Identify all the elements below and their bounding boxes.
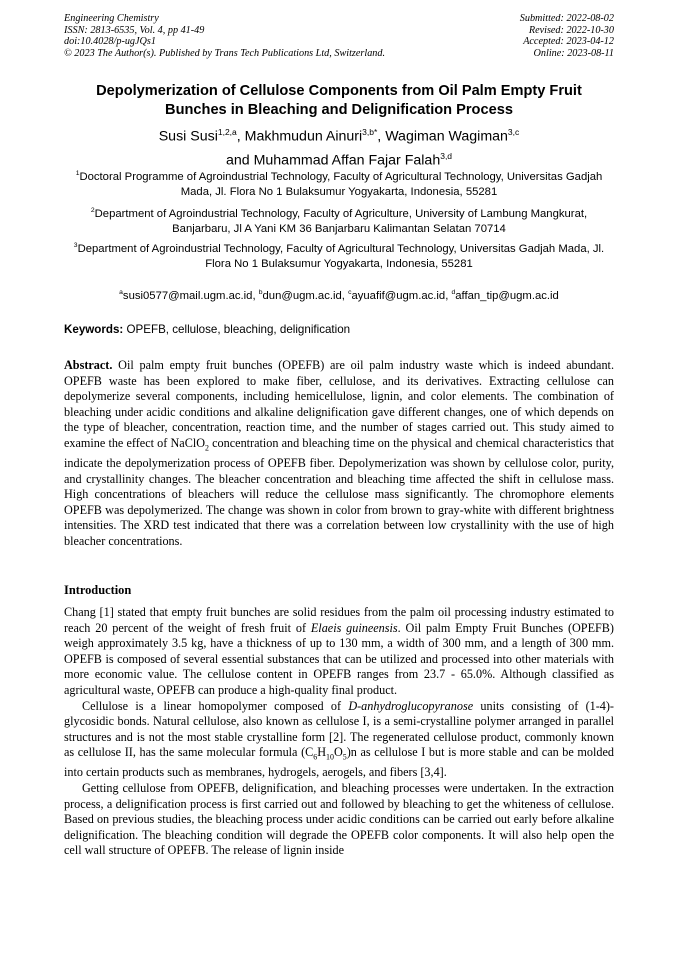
affiliation-mark: 1 — [75, 170, 80, 177]
author-affiliation-mark: 3,c — [507, 127, 520, 137]
paper-title: Depolymerization of Cellulose Components from Oil Palm Empty Fruit Bunches in Bleaching and Delignification Process — [96, 83, 582, 118]
affiliation-text: Department of Agroindustrial Technology, Faculty of Agricultural Technology, Universitas Gadjah Mada, Jl. Flora No 1 Bulaksumur Yogyakarta, Indonesia, 55281 — [77, 242, 605, 271]
affiliation-mark: 2 — [90, 207, 95, 214]
journal-header-left — [64, 13, 385, 59]
affiliation-3 — [64, 238, 614, 273]
journal-header-right — [520, 13, 614, 59]
author-separator: and — [225, 152, 254, 169]
email-mark: c — [348, 289, 352, 296]
abstract-text: Oil palm empty fruit bunches (OPEFB) are oil palm industry waste which is indeed abundant. OPEFB waste has been explored to make fiber, cellulose, and its derivatives. Extracting cellulose can depolymerize several components, including hemicellulose, lignin, and color elements. The combination of bleaching under acidic conditions and alkaline delignification gave different changes, one of which depends on the type of bleacher, concentration, reaction time, and the number of stages carried out. This study aimed to examine the effect of NaClO — [64, 358, 614, 450]
author-emails: $^a$susi0577@mail.ugm.ac.id, $^b$dun@ugm.ac.id, $^c$ayuafif@ugm.ac.id, $^d$affan_tip@ugm.ac.id — [119, 289, 559, 302]
email-mark: b — [258, 289, 263, 296]
email-link[interactable]: affan_tip@ugm.ac.id — [455, 289, 559, 302]
submitted-date: Submitted: 2022-08-02 — [519, 13, 614, 24]
affiliation-1 — [64, 166, 614, 201]
paragraph-text: units consisting of (1-4)-glycosidic bonds. Natural cellulose, also known as cellulose I, is a semi-crystalline polymer arranged in parallel structures and is not the most stable crystalline form [2]. The regenerated cellulose product, commonly known as cellulose II, has the same molecular formula (C — [64, 698, 614, 760]
body-paragraph — [64, 605, 614, 699]
email-mark: d — [451, 289, 456, 296]
abstract-text: concentration and bleaching time on the physical and chemical characteristics that indicate the depolymerization process of OPEFB fiber. Depolymerization was shown by cellulose color, purity, and crystallinity changes. The bleacher concentration and bleaching time affected the shift in cellulose mass. High concentrations of bleachers will reduce the cellulose mass significantly. The chromophore elements OPEFB was depolymerized. The change was shown in color from brown to gray-white with different brightness intensities. The XRD test indicated that there was a correlation between low crystallinity with the use of high bleacher concentrations. — [64, 435, 614, 548]
online-date: Online: 2023-08-11 — [533, 47, 614, 59]
author-affiliation-mark: 3,b* — [362, 127, 378, 137]
revised-date: Revised: 2022-10-30 — [528, 24, 614, 36]
formula-text: O — [333, 745, 343, 760]
affiliation-2 — [64, 203, 614, 238]
email-link[interactable]: ayuafif@ugm.ac.id — [351, 289, 446, 302]
journal-name: Engineering Chemistry — [64, 13, 159, 24]
copyright-line: © 2023 The Author(s). Published by Trans Tech Publications Ltd, Switzerland. — [64, 47, 386, 59]
author-name: Susi Susi — [158, 128, 218, 145]
subscript: 6 — [313, 752, 318, 762]
paragraph-text: Chang [1] stated that empty fruit bunches are solid residues from the palm oil processing industry estimated to reach 20 percent of the weight of fresh fruit of — [64, 605, 614, 635]
body-paragraph — [64, 699, 614, 781]
accepted-date: Accepted: 2023-04-12 — [523, 36, 614, 47]
affiliation-text: Department of Agroindustrial Technology, Faculty of Agriculture, University of Lambung Mangkurat, Banjarbaru, Jl A Yani KM 36 Banjarbaru Kalimantan Selatan 70714 — [94, 207, 588, 236]
email-link[interactable]: dun@ugm.ac.id — [262, 289, 342, 302]
subscript: 10 — [326, 752, 334, 762]
author-name: Muhammad Affan Fajar Falah — [253, 152, 441, 169]
subscript: 2 — [205, 443, 209, 453]
affiliation-mark: 3 — [73, 242, 78, 249]
author-name: Wagiman Wagiman — [385, 128, 508, 145]
paragraph-text: . Oil palm Empty Fruit Bunches (OPEFB) weigh approximately 3.5 kg, have a thickness of up to 130 mm, a width of 300 mm, and a length of 300 mm. OPEFB is composed of several essential substances that can be utilized and processed into other materials with more economic value. The cellulose content in OPEFB ranges from 23.7 - 65.0%. Although classified as agricultural waste, OPEFB can produce a high-quality final product. — [64, 620, 614, 697]
subscript: 5 — [342, 752, 347, 762]
keywords-line — [64, 322, 614, 337]
author-separator: , — [377, 128, 386, 145]
author-separator: , — [236, 128, 245, 145]
paragraph-text: )n as cellulose I but is more stable and can be molded into certain products such as membranes, hydrogels, aerogels, and fibers [3,4]. — [64, 745, 614, 780]
issn-line: ISSN: 2813-6535, Vol. 4, pp 41-49 — [64, 24, 205, 36]
author-name: Makhmudun Ainuri — [244, 128, 363, 145]
author-list — [64, 123, 614, 170]
chemical-name: D-anhydroglucopyranose — [348, 698, 474, 713]
keywords-label: Keywords: — [64, 323, 124, 336]
formula-text: H — [317, 745, 327, 760]
email-mark: a — [119, 289, 123, 296]
paragraph-text: Cellulose is a linear homopolymer composed of — [82, 698, 349, 713]
affiliation-text: Doctoral Programme of Agroindustrial Technology, Faculty of Agricultural Technology, Universitas Gadjah Mada, Jl. Flora No 1 Bulaksumur Yogyakarta, Indonesia, 55281 — [79, 170, 603, 199]
author-affiliation-mark: 3,d — [440, 150, 453, 161]
email-link[interactable]: susi0577@mail.ugm.ac.id — [122, 289, 253, 302]
species-name: Elaeis guineensis — [310, 620, 398, 635]
body-paragraph: Getting cellulose from OPEFB, delignification, and bleaching processes were undertaken. In the extraction process, a delignification process is first carried out and followed by bleaching to get the whiteness of cellulose. Based on previous studies, the bleaching process under acidic conditions can be carried out early before alkaline delignification. The bleaching condition will degrade the OPEFB color components. It will also help open the cell wall structure of OPEFB. The release of lignin inside — [64, 780, 614, 858]
introduction-body — [64, 605, 614, 859]
introduction-heading: Introduction — [64, 583, 132, 597]
author-affiliation-mark: 1,2,a — [217, 127, 237, 137]
abstract-label: Abstract. — [64, 358, 113, 372]
keywords-text: OPEFB, cellulose, bleaching, delignification — [123, 323, 351, 336]
doi-line: doi:10.4028/p-ugJQs1 — [64, 36, 156, 47]
abstract-paragraph — [64, 358, 614, 550]
